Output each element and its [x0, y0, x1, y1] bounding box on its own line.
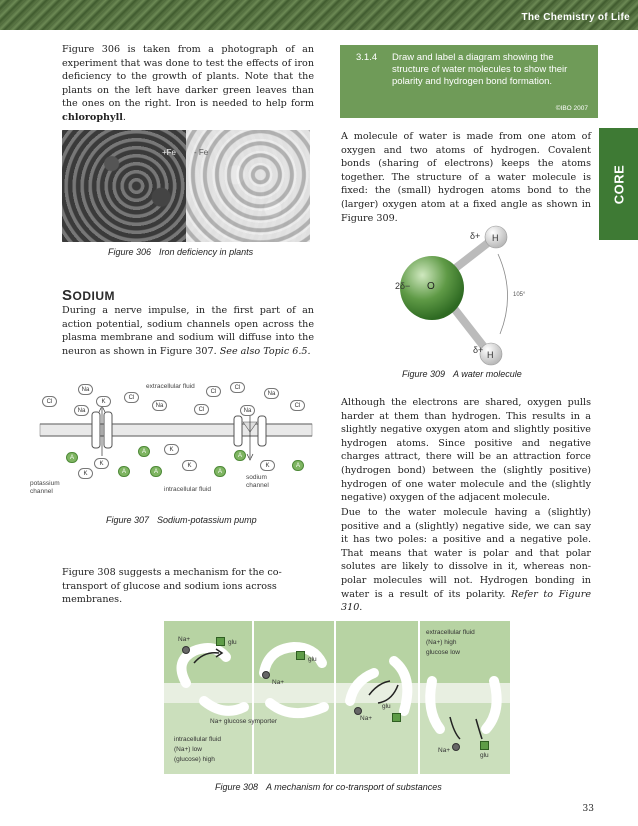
figure-310-reference: Refer to Figure 310. [341, 588, 591, 614]
na-label: Na+ [360, 715, 373, 722]
na-label: Na+ [272, 679, 285, 686]
fig306-caption: Figure 306 Iron deficiency in plants [108, 247, 254, 257]
sodium-ion: Na [78, 384, 93, 395]
core-tab-label: CORE [611, 164, 626, 204]
sodium-heading: SODIUM [62, 287, 116, 304]
potassium-ion: K [96, 396, 111, 407]
glucose-icon [296, 651, 305, 660]
sodium-ion-icon [262, 671, 270, 679]
potassium-ion: K [182, 460, 197, 471]
oxygen-symbol: O [427, 281, 435, 292]
bond-angle: 105° [513, 292, 526, 298]
int-glucose-high-label: (glucose) high [174, 756, 215, 763]
core-side-tab [599, 128, 638, 240]
water-molecule-diagram [380, 222, 550, 367]
hydrogen-symbol-upper: H [492, 233, 499, 243]
glu-label: glu [382, 703, 391, 710]
potassium-ion: K [164, 444, 179, 455]
anion: A [214, 466, 226, 477]
int-na-low-label: (Na+) low [174, 746, 202, 753]
ext-glucose-low-label: glucose low [426, 649, 460, 656]
anion: A [292, 460, 304, 471]
intracellular-fluid-label: intracellular fluid [174, 736, 221, 743]
delta-plus-upper: δ+ [470, 231, 481, 241]
fig307-caption: Figure 307 Sodium-potassium pump [106, 515, 257, 525]
na-label: Na+ [178, 636, 191, 643]
anion: A [118, 466, 130, 477]
syllabus-objective-box [340, 45, 598, 118]
intracellular-label: intracellular fluid [164, 486, 211, 493]
iron-deficiency-photo [62, 130, 310, 242]
fig306-intro-paragraph: Figure 306 is taken from a photograph of an experiment that was done to test the effects of iron deficiency to the growth of plants. Note that the plants on the left have darker green leaves than the ones on the right. Iron is needed to help form chlorophyll. [62, 44, 314, 123]
plus-fe-label: +Fe [162, 148, 177, 157]
chloride-ion: Cl [290, 400, 305, 411]
chapter-title: The Chemistry of Life [521, 12, 630, 23]
chloride-ion: Cl [194, 404, 209, 415]
fig308-caption: Figure 308 A mechanism for co-transport of substances [215, 782, 442, 792]
delta-plus-lower: δ+ [473, 345, 484, 355]
sodium-potassium-pump-diagram [30, 378, 316, 500]
minus-fe-label: - Fe [194, 148, 209, 157]
objective-code: 3.1.4 [356, 52, 378, 63]
glucose-icon [216, 637, 225, 646]
sodium-ion-icon [354, 707, 362, 715]
anion: A [138, 446, 150, 457]
symporter-label: Na+ glucose symporter [210, 718, 278, 725]
glu-label: glu [308, 656, 317, 663]
sodium-paragraph: During a nerve impulse, in the first part of an action potential, sodium channels open across the plasma membrane and sodium will diffuse into the neuron as shown in Figure 307. See also Topic 6.5. [62, 305, 314, 357]
chloride-ion: Cl [206, 386, 221, 397]
sodium-ion: Na [240, 405, 255, 416]
glu-label: glu [480, 752, 489, 759]
sodium-ion: Na [74, 405, 89, 416]
extracellular-label: extracellular fluid [146, 383, 195, 390]
objective-copyright: ©IBO 2007 [555, 105, 588, 112]
chlorophyll-term: chlorophyll [62, 111, 123, 123]
glucose-icon [480, 741, 489, 750]
potassium-channel-protein [92, 412, 100, 448]
glucose-icon [392, 713, 401, 722]
extracellular-fluid-label: extracellular fluid [426, 629, 475, 636]
water-intro-paragraph: A molecule of water is made from one atom of oxygen and two atoms of hydrogen. Covalent bonds (sharing of electrons) keeps the atoms together. The structure of a water molecule is fixed: the (small) hydrogen atoms bond to the (larger) oxygen atom at a fixed angle as shown in Figure 309. [341, 131, 591, 224]
delta-minus: 2δ− [395, 281, 411, 291]
hydrogen-bond-paragraph: Although the electrons are shared, oxygen pulls harder at them than hydrogen. This results in a slightly negative oxygen atom and slightly positive hydrogen atoms. Since positive and negative charges attract, there will be an attraction force (hydrogen bond) between the (slightly positive) hydrogen of one water molecule and the (slightly negative) oxygen of the adjacent molecule. [341, 397, 591, 504]
chloride-ion: Cl [230, 382, 245, 393]
hydrogen-symbol-lower: H [487, 350, 494, 360]
fig309-caption: Figure 309 A water molecule [402, 369, 522, 379]
sodium-ion-icon [452, 743, 460, 751]
page-number: 33 [582, 804, 594, 814]
sodium-ion: Na [264, 388, 279, 399]
na-label: Na+ [438, 747, 451, 754]
chloride-ion: Cl [42, 396, 57, 407]
glu-label: glu [228, 639, 237, 646]
potassium-ion: K [78, 468, 93, 479]
potassium-channel-label: potassium channel [30, 480, 60, 495]
objective-text: Draw and label a diagram showing the structure of water molecules to show their polarity and hydrogen bond formation. [392, 52, 568, 87]
cotransport-diagram [164, 621, 510, 774]
chloride-ion: Cl [124, 392, 139, 403]
potassium-ion: K [94, 458, 109, 469]
sodium-ion: Na [152, 400, 167, 411]
anion: A [66, 452, 78, 463]
bond-angle-arc [498, 254, 508, 334]
anion: A [150, 466, 162, 477]
anion: A [234, 450, 246, 461]
fig308-intro-paragraph: Figure 308 suggests a mechanism for the co-transport of glucose and sodium ions across membranes. [62, 567, 282, 606]
polarity-paragraph: Due to the water molecule having a (slightly) positive and a (slightly) negative side, we can say it has two poles: a positive and a negative pole. That means that water is polar and that polar solutes are likely to dissolve in it, whereas non-polar molecules will not. Hydrogen bonding in water is a result of its polarity. Refer to Figure 310. [341, 507, 591, 614]
potassium-ion: K [260, 460, 275, 471]
sodium-ion-icon [182, 646, 190, 654]
ext-na-high-label: (Na+) high [426, 639, 457, 646]
sodium-channel-protein [234, 416, 242, 446]
iron-deficient-plants [186, 130, 310, 242]
sodium-channel-label: sodium channel [246, 474, 269, 489]
see-also-reference: See also Topic 6.5. [219, 345, 311, 357]
